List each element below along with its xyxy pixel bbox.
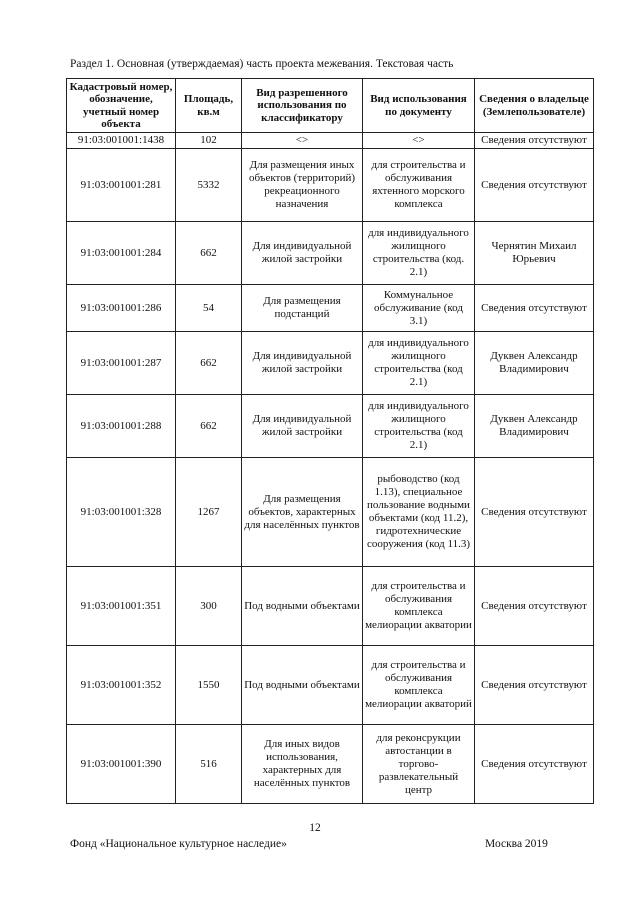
cell-cadastral-number: 91:03:001001:351 bbox=[67, 567, 176, 646]
cell-permitted-use: Для индивидуальной жилой застройки bbox=[242, 222, 363, 285]
cell-permitted-use: Под водными объектами bbox=[242, 646, 363, 725]
cell-document-use: <> bbox=[363, 133, 475, 149]
section-caption: Раздел 1. Основная (утверждаемая) часть проекта межевания. Текстовая часть bbox=[70, 58, 454, 70]
cell-area: 516 bbox=[176, 725, 242, 804]
header-permitted-use: Вид разрешенного использования по классификатору bbox=[242, 79, 363, 133]
cell-cadastral-number: 91:03:001001:1438 bbox=[67, 133, 176, 149]
cell-cadastral-number: 91:03:001001:328 bbox=[67, 458, 176, 567]
parcels-table bbox=[66, 78, 594, 804]
cell-owner: Сведения отсутствуют bbox=[475, 646, 594, 725]
cell-cadastral-number: 91:03:001001:390 bbox=[67, 725, 176, 804]
cell-owner: Сведения отсутствуют bbox=[475, 725, 594, 804]
cell-document-use: для индивидуального жилищного строительства (код 2.1) bbox=[363, 332, 475, 395]
cell-area: 662 bbox=[176, 222, 242, 285]
cell-area: 1550 bbox=[176, 646, 242, 725]
cell-owner: Сведения отсутствуют bbox=[475, 149, 594, 222]
cell-permitted-use: Для размещения иных объектов (территорий) рекреационного назначения bbox=[242, 149, 363, 222]
table-row bbox=[67, 395, 594, 458]
header-area: Площадь, кв.м bbox=[176, 79, 242, 133]
cell-document-use: Коммунальное обслуживание (код 3.1) bbox=[363, 285, 475, 332]
header-cadastral-number: Кадастровый номер, обозначение, учетный номер объекта bbox=[67, 79, 176, 133]
cell-cadastral-number: 91:03:001001:352 bbox=[67, 646, 176, 725]
table-row bbox=[67, 458, 594, 567]
cell-area: 54 bbox=[176, 285, 242, 332]
cell-cadastral-number: 91:03:001001:281 bbox=[67, 149, 176, 222]
table-row bbox=[67, 567, 594, 646]
cell-owner: Сведения отсутствуют bbox=[475, 458, 594, 567]
cell-document-use: рыбоводство (код 1.13), специальное пользование водными объектами (код 11.2), гидротехнические сооружения (код 11.3) bbox=[363, 458, 475, 567]
cell-cadastral-number: 91:03:001001:288 bbox=[67, 395, 176, 458]
cell-document-use: для строительства и обслуживания комплекса мелиорации акватории bbox=[363, 567, 475, 646]
cell-permitted-use: Для индивидуальной жилой застройки bbox=[242, 332, 363, 395]
cell-owner: Дуквен Александр Владимирович bbox=[475, 395, 594, 458]
header-document-use: Вид использования по документу bbox=[363, 79, 475, 133]
table-row bbox=[67, 646, 594, 725]
cell-permitted-use: Под водными объектами bbox=[242, 567, 363, 646]
cell-permitted-use: Для размещения объектов, характерных для населённых пунктов bbox=[242, 458, 363, 567]
cell-area: 300 bbox=[176, 567, 242, 646]
table-row bbox=[67, 725, 594, 804]
cell-document-use: для строительства и обслуживания комплекса мелиорации акваторий bbox=[363, 646, 475, 725]
cell-owner: Сведения отсутствуют bbox=[475, 567, 594, 646]
cell-document-use: для индивидуального жилищного строительства (код. 2.1) bbox=[363, 222, 475, 285]
table-row bbox=[67, 222, 594, 285]
cell-cadastral-number: 91:03:001001:287 bbox=[67, 332, 176, 395]
footer-place-year: Москва 2019 bbox=[485, 838, 548, 850]
table-row bbox=[67, 332, 594, 395]
table-row bbox=[67, 133, 594, 149]
cell-owner: Дуквен Александр Владимирович bbox=[475, 332, 594, 395]
cell-area: 5332 bbox=[176, 149, 242, 222]
cell-owner: Чернятин Михаил Юрьевич bbox=[475, 222, 594, 285]
cell-document-use: для строительства и обслуживания яхтенного морского комплекса bbox=[363, 149, 475, 222]
cell-cadastral-number: 91:03:001001:284 bbox=[67, 222, 176, 285]
table-row bbox=[67, 149, 594, 222]
cell-area: 1267 bbox=[176, 458, 242, 567]
page-number: 12 bbox=[309, 822, 321, 834]
footer-organization: Фонд «Национальное культурное наследие» bbox=[70, 838, 287, 850]
cell-permitted-use: Для иных видов использования, характерных для населённых пунктов bbox=[242, 725, 363, 804]
cell-area: 662 bbox=[176, 332, 242, 395]
cell-permitted-use: Для размещения подстанций bbox=[242, 285, 363, 332]
cell-cadastral-number: 91:03:001001:286 bbox=[67, 285, 176, 332]
table-row bbox=[67, 285, 594, 332]
cell-document-use: для реконсрукции автостанции в торгово-развлекательный центр bbox=[363, 725, 475, 804]
table-header-row bbox=[67, 79, 594, 133]
cell-owner: Сведения отсутствуют bbox=[475, 133, 594, 149]
cell-area: 102 bbox=[176, 133, 242, 149]
cell-permitted-use: <> bbox=[242, 133, 363, 149]
cell-owner: Сведения отсутствуют bbox=[475, 285, 594, 332]
cell-document-use: для индивидуального жилищного строительства (код 2.1) bbox=[363, 395, 475, 458]
header-owner: Сведения о владельце (Землепользователе) bbox=[475, 79, 594, 133]
cell-area: 662 bbox=[176, 395, 242, 458]
cell-permitted-use: Для индивидуальной жилой застройки bbox=[242, 395, 363, 458]
